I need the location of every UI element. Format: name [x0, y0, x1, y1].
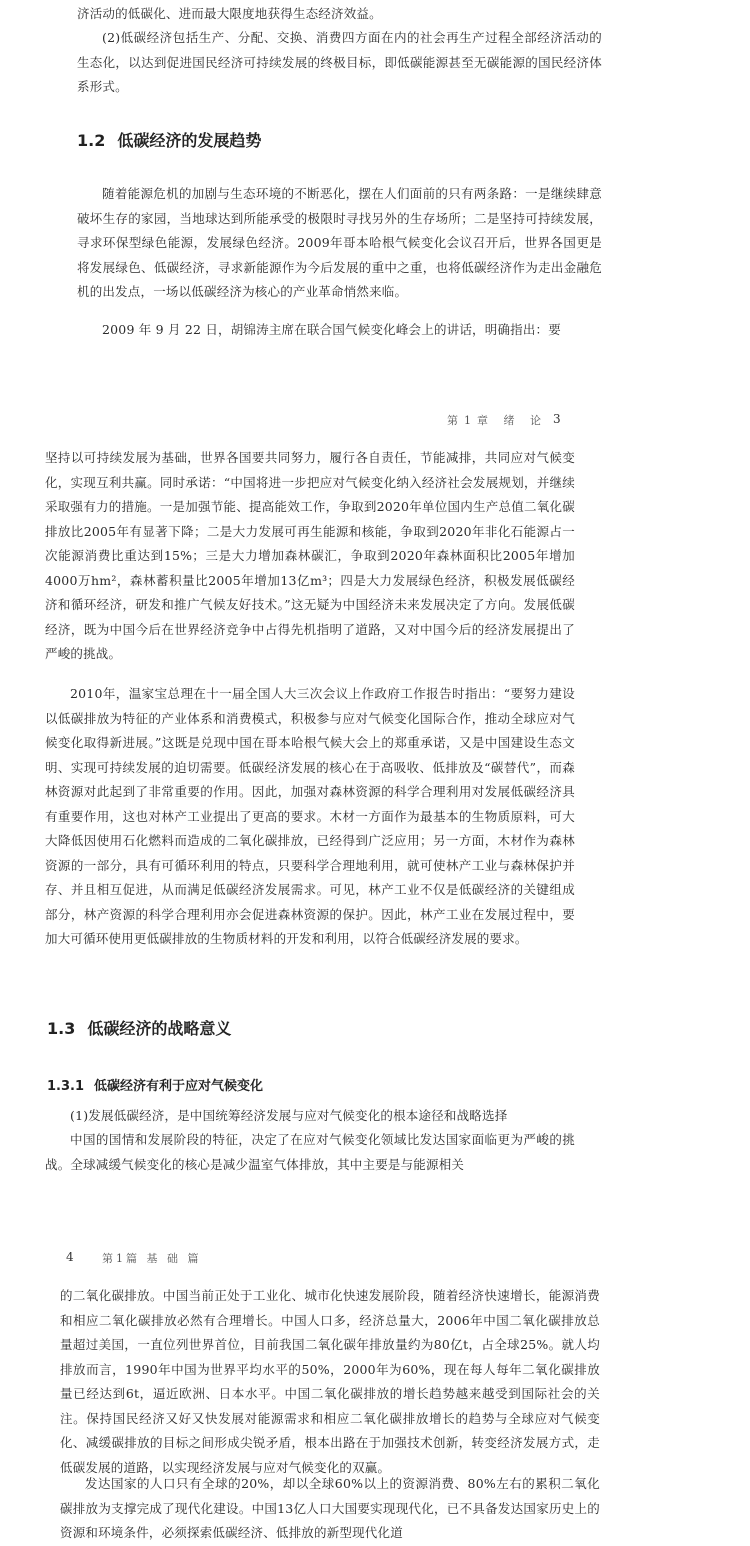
- section-number: 1.3: [47, 1019, 76, 1038]
- section-title: 低碳经济的战略意义: [87, 1019, 232, 1038]
- paragraph: 发达国家的人口只有全球的20%，却以全球60%以上的资源消费、80%左右的累积二氧化碳排放为支撑完成了现代化建设。中国13亿人口大国要实现现代化，已不具备发达国家历史上的资源和环境条件，必须探索低碳经济、低排放的新型现代化道: [60, 1476, 600, 1540]
- section-title: 低碳经济的发展趋势: [117, 131, 262, 150]
- paragraph: 的二氧化碳排放。中国当前正处于工业化、城市化快速发展阶段，随着经济快速增长，能源消费和相应二氧化碳排放必然有合理增长。中国人口多，经济总量大，2006年中国二氧化碳排放总量超过美国，一直位列世界首位，目前我国二氧化碳年排放量约为80亿t，占全球25%。就人均排放而言，1990年中国为世界平均水平的50%，2000年为60%，现在每人每年二氧化碳排放量已经达到6t，逼近欧洲、日本水平。中国二氧化碳排放的增长趋势越来越受到国际社会的关注。保持国民经济又好又快发展对能源需求和相应二氧化碳排放增长的趋势与全球应对气候变化、减缓碳排放的目标之间形成尖锐矛盾，根本出路在于加强技术创新，转变经济发展方式，走低碳发展的道路，以实现经济发展与应对气候变化的双赢。: [60, 1288, 600, 1475]
- running-head: 第1篇 基 础 篇: [102, 1252, 202, 1265]
- section-heading: [47, 1016, 231, 1039]
- page-4: [0, 1236, 750, 1546]
- subsection-title: 低碳经济有利于应对气候变化: [94, 1079, 264, 1094]
- paragraph: 中国的国情和发展阶段的特征，决定了在应对气候变化领域比发达国家面临更为严峻的挑战。全球减缓气候变化的核心是减少温室气体排放，其中主要是与能源相关: [45, 1132, 575, 1172]
- paragraph: 坚持以可持续发展为基础，世界各国要共同努力，履行各自责任，节能减排，共同应对气候变化，实现互利共赢。同时承诺：“中国将进一步把应对气候变化纳入经济社会发展规划，并继续采取强有力的措施。一是加强节能、提高能效工作，争取到2020年单位国内生产总值二氧化碳排放比2005年有显著下降；二是大力发展可再生能源和核能，争取到2020年非化石能源占一次能源消费比重达到15%；三是大力增加森林碳汇，争取到2020年森林面积比2005年增加4000万hm²，森林蓄积量比2005年增加13亿m³；四是大力发展绿色经济，积极发展低碳经济和循环经济，研发和推广气候友好技术。”这无疑为中国经济未来发展决定了方向。发展低碳经济，既为中国今后在世界经济竞争中占得先机指明了道路，又对中国今后的经济发展提出了严峻的挑战。: [45, 450, 575, 661]
- paragraph: 2010年，温家宝总理在十一届全国人大三次会议上作政府工作报告时指出：“要努力建设以低碳排放为特征的产业体系和消费模式，积极参与应对气候变化国际合作，推动全球应对气候变化取得新进展。”这既是兑现中国在哥本哈根气候大会上的郑重承诺，又是中国建设生态文明、实现可持续发展的迫切需要。低碳经济发展的核心在于高吸收、低排放及“碳替代”，而森林资源对此起到了非常重要的作用。因此，加强对森林资源的科学合理利用对发展低碳经济具有重要作用，这也对林产工业提出了更高的要求。木材一方面作为最基本的生物质原料，可大大降低因使用石化燃料而造成的二氧化碳排放，已经得到广泛应用；另一方面，木材作为森林资源的一部分，具有可循环利用的特点，只要科学合理地利用，就可使林产工业与森林保护并存、并且相互促进，从而满足低碳经济发展需求。可见，林产工业不仅是低碳经济的关键组成部分，林产资源的科学合理利用亦会促进森林资源的保护。因此，林产工业在发展过程中，要加大可循环使用更低碳排放的生物质材料的开发和利用，以符合低碳经济发展的要求。: [45, 686, 575, 946]
- subsection-heading: [47, 1075, 263, 1094]
- paragraph: (2)低碳经济包括生产、分配、交换、消费四方面在内的社会再生产过程全部经济活动的生态化，以达到促进国民经济可持续发展的终极目标，即低碳能源甚至无碳能源的国民经济体系形式。: [77, 30, 602, 94]
- section-number: 1.2: [77, 131, 106, 150]
- running-head: 第1章 绪 论: [447, 414, 547, 427]
- list-item-title: (1)发展低碳经济，是中国统筹经济发展与应对气候变化的根本途径和战略选择: [70, 1108, 508, 1123]
- page-number: 3: [553, 412, 561, 426]
- subsection-number: 1.3.1: [47, 1079, 85, 1094]
- paragraph: 2009 年 9 月 22 日，胡锦涛主席在联合国气候变化峰会上的讲话，明确指出：要: [102, 322, 561, 337]
- page-3: [0, 400, 750, 1240]
- paragraph: 随着能源危机的加剧与生态环境的不断恶化，摆在人们面前的只有两条路：一是继续肆意破坏生存的家园，当地球达到所能承受的极限时寻找另外的生存场所；二是坚持可持续发展，寻求环保型绿色能源，发展绿色经济。2009年哥本哈根气候变化会议召开后，世界各国更是将发展绿色、低碳经济，寻求新能源作为今后发展的重中之重，也将低碳经济作为走出金融危机的出发点，一场以低碳经济为核心的产业革命悄然来临。: [77, 186, 602, 299]
- paragraph: 济活动的低碳化、进而最大限度地获得生态经济效益。: [77, 6, 382, 21]
- page-top: [0, 0, 750, 360]
- section-heading: [77, 128, 261, 151]
- page-number: 4: [66, 1250, 74, 1264]
